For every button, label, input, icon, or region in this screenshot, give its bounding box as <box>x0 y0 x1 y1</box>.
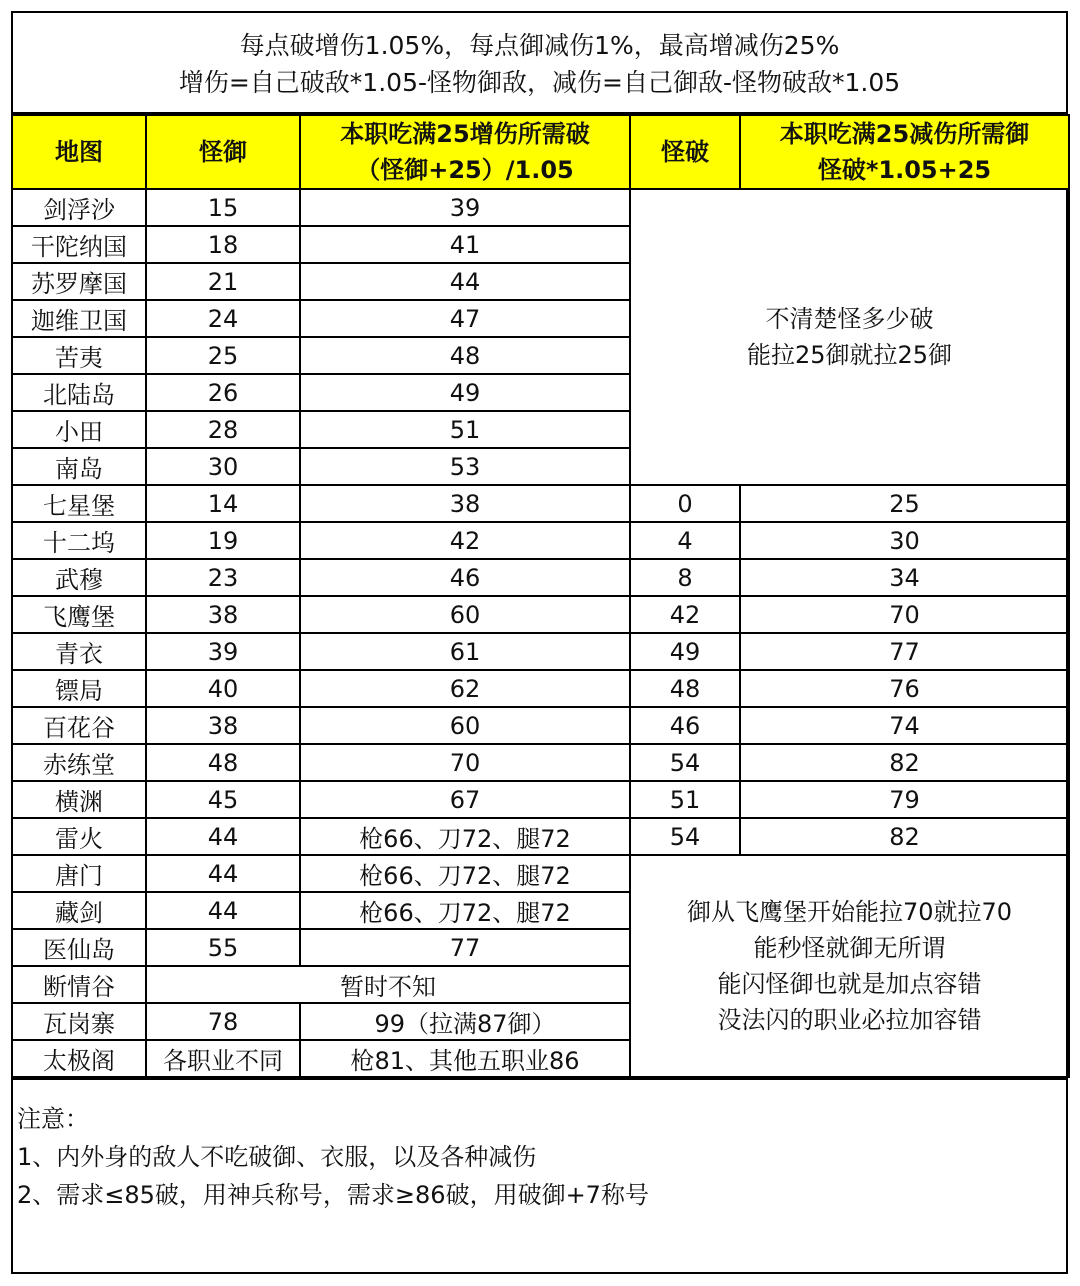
monster-defense-cell: 55 <box>146 929 300 966</box>
unknown-break-note <box>630 189 1069 485</box>
unknown-break-note-line-2: 能拉25御就拉25御 <box>746 341 953 369</box>
map-name-cell: 唐门 <box>12 855 146 892</box>
required-break-cell: 60 <box>300 707 630 744</box>
monster-defense-cell: 26 <box>146 374 300 411</box>
table-row <box>12 189 1069 226</box>
header-required-break <box>300 115 630 189</box>
required-defense-cell: 76 <box>740 670 1069 707</box>
required-break-cell: 99（拉满87御） <box>300 1003 630 1040</box>
table-row <box>12 633 1069 670</box>
footer-notes <box>11 1078 1068 1214</box>
required-defense-cell: 82 <box>740 818 1069 855</box>
monster-defense-cell: 38 <box>146 707 300 744</box>
map-name-cell: 断情谷 <box>12 966 146 1003</box>
map-name-cell: 赤练堂 <box>12 744 146 781</box>
map-name-cell: 七星堡 <box>12 485 146 522</box>
footer-title: 注意： <box>17 1105 89 1133</box>
map-name-cell: 苦夷 <box>12 337 146 374</box>
required-break-cell: 39 <box>300 189 630 226</box>
table-row <box>12 522 1069 559</box>
unknown-merged-cell: 暂时不知 <box>146 966 630 1003</box>
map-name-cell: 北陆岛 <box>12 374 146 411</box>
footer-item-2: 2、需求≤85破，用神兵称号，需求≥86破，用破御+7称号 <box>17 1181 649 1209</box>
monster-defense-cell: 78 <box>146 1003 300 1040</box>
monster-defense-cell: 39 <box>146 633 300 670</box>
monster-break-cell: 54 <box>630 744 740 781</box>
monster-break-cell: 51 <box>630 781 740 818</box>
required-defense-cell: 79 <box>740 781 1069 818</box>
monster-defense-cell: 28 <box>146 411 300 448</box>
map-name-cell: 横渊 <box>12 781 146 818</box>
defense-advice-note-line-1: 御从飞鹰堡开始能拉70就拉70 <box>686 898 1013 926</box>
map-name-cell: 镖局 <box>12 670 146 707</box>
required-break-cell: 60 <box>300 596 630 633</box>
table-row <box>12 670 1069 707</box>
monster-defense-cell: 18 <box>146 226 300 263</box>
table-row <box>12 744 1069 781</box>
monster-defense-cell: 25 <box>146 337 300 374</box>
monster-defense-cell: 23 <box>146 559 300 596</box>
required-defense-cell: 82 <box>740 744 1069 781</box>
header-required-break-line-1: 本职吃满25增伤所需破 <box>340 120 590 148</box>
monster-defense-cell: 44 <box>146 818 300 855</box>
required-break-cell: 53 <box>300 448 630 485</box>
monster-defense-cell: 44 <box>146 855 300 892</box>
map-name-cell: 武穆 <box>12 559 146 596</box>
required-break-cell: 46 <box>300 559 630 596</box>
monster-defense-cell: 44 <box>146 892 300 929</box>
map-name-cell: 飞鹰堡 <box>12 596 146 633</box>
table-row <box>12 485 1069 522</box>
header-required-defense <box>740 115 1069 189</box>
required-break-cell: 枪66、刀72、腿72 <box>300 855 630 892</box>
header-required-break-line-2: （怪御+25）/1.05 <box>356 156 574 184</box>
monster-defense-cell: 14 <box>146 485 300 522</box>
monster-break-cell: 4 <box>630 522 740 559</box>
required-break-cell: 枪81、其他五职业86 <box>300 1040 630 1077</box>
table-row <box>12 781 1069 818</box>
monster-defense-cell: 21 <box>146 263 300 300</box>
required-break-cell: 枪66、刀72、腿72 <box>300 818 630 855</box>
table-row <box>12 818 1069 855</box>
monster-break-cell: 54 <box>630 818 740 855</box>
map-name-cell: 十二坞 <box>12 522 146 559</box>
defense-advice-note-line-2: 能秒怪就御无所谓 <box>753 934 946 962</box>
map-name-cell: 苏罗摩国 <box>12 263 146 300</box>
required-break-cell: 62 <box>300 670 630 707</box>
intro-line-1: 每点破增伤1.05%，每点御减伤1%，最高增减伤25% <box>239 31 840 60</box>
map-name-cell: 瓦岗寨 <box>12 1003 146 1040</box>
monster-defense-cell: 24 <box>146 300 300 337</box>
required-break-cell: 48 <box>300 337 630 374</box>
required-defense-cell: 77 <box>740 633 1069 670</box>
map-name-cell: 迦维卫国 <box>12 300 146 337</box>
intro-line-2: 增伤=自己破敌*1.05-怪物御敌，减伤=自己御敌-怪物破敌*1.05 <box>178 68 901 97</box>
required-break-cell: 51 <box>300 411 630 448</box>
required-break-cell: 49 <box>300 374 630 411</box>
map-name-cell: 干陀纳国 <box>12 226 146 263</box>
header-monster-break: 怪破 <box>630 115 740 189</box>
required-break-cell: 42 <box>300 522 630 559</box>
monster-break-cell: 8 <box>630 559 740 596</box>
required-break-cell: 41 <box>300 226 630 263</box>
map-name-cell: 百花谷 <box>12 707 146 744</box>
header-row <box>12 115 1069 189</box>
header-map: 地图 <box>12 115 146 189</box>
header-required-defense-line-1: 本职吃满25减伤所需御 <box>779 120 1030 148</box>
monster-defense-cell: 15 <box>146 189 300 226</box>
table-row <box>12 559 1069 596</box>
map-name-cell: 青衣 <box>12 633 146 670</box>
damage-reference-sheet <box>11 11 1068 1274</box>
table-row <box>12 596 1069 633</box>
required-defense-cell: 34 <box>740 559 1069 596</box>
required-defense-cell: 74 <box>740 707 1069 744</box>
required-break-cell: 38 <box>300 485 630 522</box>
unknown-break-note-line-1: 不清楚怪多少破 <box>765 305 934 333</box>
map-name-cell: 剑浮沙 <box>12 189 146 226</box>
monster-defense-cell: 40 <box>146 670 300 707</box>
required-break-cell: 47 <box>300 300 630 337</box>
required-break-cell: 枪66、刀72、腿72 <box>300 892 630 929</box>
defense-advice-note-line-4: 没法闪的职业必拉加容错 <box>717 1006 982 1034</box>
defense-advice-note-line-3: 能闪怪御也就是加点容错 <box>717 970 982 998</box>
monster-defense-cell: 38 <box>146 596 300 633</box>
required-break-cell: 44 <box>300 263 630 300</box>
required-break-cell: 67 <box>300 781 630 818</box>
monster-defense-cell: 19 <box>146 522 300 559</box>
required-defense-cell: 30 <box>740 522 1069 559</box>
table-row <box>12 855 1069 892</box>
map-name-cell: 藏剑 <box>12 892 146 929</box>
required-defense-cell: 25 <box>740 485 1069 522</box>
map-name-cell: 太极阁 <box>12 1040 146 1077</box>
required-break-cell: 61 <box>300 633 630 670</box>
map-name-cell: 南岛 <box>12 448 146 485</box>
monster-defense-cell: 各职业不同 <box>146 1040 300 1077</box>
monster-defense-cell: 45 <box>146 781 300 818</box>
map-name-cell: 医仙岛 <box>12 929 146 966</box>
monster-defense-cell: 48 <box>146 744 300 781</box>
table-row <box>12 707 1069 744</box>
monster-break-cell: 0 <box>630 485 740 522</box>
required-break-cell: 70 <box>300 744 630 781</box>
monster-break-cell: 42 <box>630 596 740 633</box>
monster-break-cell: 49 <box>630 633 740 670</box>
map-name-cell: 雷火 <box>12 818 146 855</box>
monster-break-cell: 48 <box>630 670 740 707</box>
required-defense-cell: 70 <box>740 596 1069 633</box>
map-stats-table <box>11 114 1070 1078</box>
formula-intro <box>13 13 1066 114</box>
defense-advice-note <box>630 855 1069 1077</box>
header-monster-defense: 怪御 <box>146 115 300 189</box>
required-break-cell: 77 <box>300 929 630 966</box>
map-name-cell: 小田 <box>12 411 146 448</box>
footer-item-1: 1、内外身的敌人不吃破御、衣服，以及各种减伤 <box>17 1143 537 1171</box>
header-required-defense-line-2: 怪破*1.05+25 <box>817 156 992 184</box>
monster-defense-cell: 30 <box>146 448 300 485</box>
monster-break-cell: 46 <box>630 707 740 744</box>
